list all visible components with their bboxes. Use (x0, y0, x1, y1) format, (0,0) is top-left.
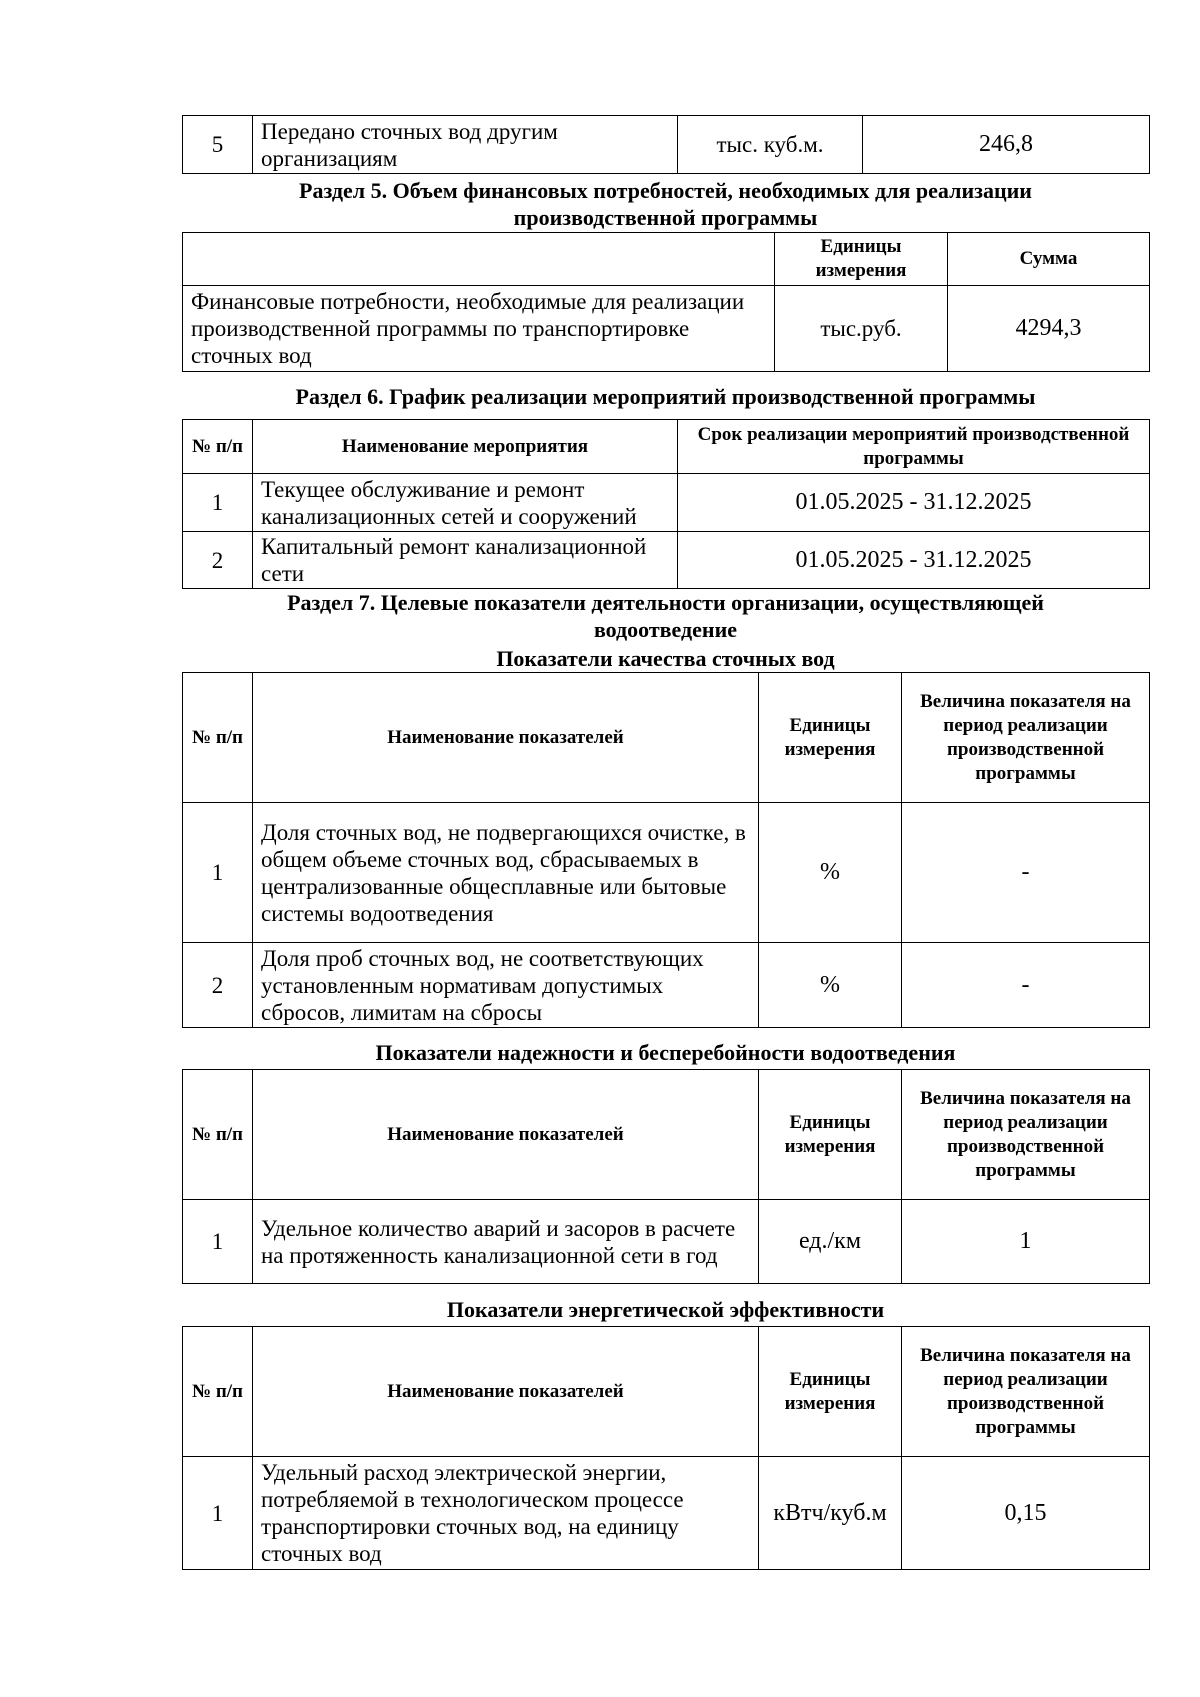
header-blank (183, 233, 775, 286)
row-name: Доля проб сточных вод, не соответствующих установленным нормативам допустимых сбросов, лимитам на сбросы (253, 943, 759, 1028)
table-header-row (183, 1070, 1150, 1200)
header-value: Величина показателя на период реализации производственной программы (902, 1327, 1150, 1457)
header-unit: Единицы измерения (759, 1327, 902, 1457)
header-unit: Единицы измерения (759, 1070, 902, 1200)
section7-title-line2: водоотведение (593, 617, 738, 642)
row-unit: кВтч/куб.м (759, 1457, 902, 1570)
row-unit: тыс.руб. (775, 286, 948, 372)
quality-subtitle: Показатели качества сточных вод (496, 646, 835, 671)
table-row (183, 286, 1150, 372)
header-period: Срок реализации мероприятий производственной программы (678, 420, 1150, 474)
quality-indicators-table (182, 672, 1150, 1028)
table-row (183, 116, 1150, 174)
row-period: 01.05.2025 - 31.12.2025 (678, 474, 1150, 532)
header-name: Наименование мероприятия (253, 420, 678, 474)
header-name: Наименование показателей (253, 673, 759, 803)
table-header-row (183, 673, 1150, 803)
schedule-table (182, 419, 1150, 589)
row-number: 2 (183, 532, 253, 589)
header-value: Величина показателя на период реализации производственной программы (902, 673, 1150, 803)
table-row (183, 474, 1150, 532)
section5-title-line2: производственной программы (513, 205, 818, 230)
row-number: 1 (183, 474, 253, 532)
row-unit: тыс. куб.м. (678, 116, 863, 174)
header-number: № п/п (183, 1327, 253, 1457)
header-number: № п/п (183, 420, 253, 474)
table-header-row (183, 233, 1150, 286)
section7-title (182, 589, 1149, 643)
row-number: 1 (183, 803, 253, 943)
section5-title (182, 177, 1149, 231)
row-name: Удельный расход электрической энергии, потребляемой в технологическом процессе транспортировки сточных вод, на единицу сточных вод (253, 1457, 759, 1570)
section6-title: Раздел 6. График реализации мероприятий производственной программы (295, 384, 1036, 409)
row-value: 4294,3 (948, 286, 1150, 372)
table-row (183, 1200, 1150, 1284)
section7-title-line1: Раздел 7. Целевые показатели деятельности организации, осуществляющей (287, 590, 1044, 615)
row-value: 246,8 (863, 116, 1150, 174)
row-name: Текущее обслуживание и ремонт канализационных сетей и сооружений (253, 474, 678, 532)
row-number: 1 (183, 1457, 253, 1570)
reliability-indicators-table (182, 1069, 1150, 1284)
row-unit: % (759, 803, 902, 943)
table-row (183, 1457, 1150, 1570)
wastewater-volume-table (182, 115, 1150, 174)
header-name: Наименование показателей (253, 1070, 759, 1200)
financial-needs-table (182, 232, 1150, 372)
header-number: № п/п (183, 673, 253, 803)
row-period: 01.05.2025 - 31.12.2025 (678, 532, 1150, 589)
table-header-row (183, 420, 1150, 474)
row-unit: ед./км (759, 1200, 902, 1284)
table-row (183, 803, 1150, 943)
section5-title-line1: Раздел 5. Объем финансовых потребностей, необходимых для реализации (299, 178, 1032, 203)
row-name: Удельное количество аварий и засоров в расчете на протяженность канализационной сети в год (253, 1200, 759, 1284)
row-name: Капитальный ремонт канализационной сети (253, 532, 678, 589)
reliability-subtitle: Показатели надежности и бесперебойности водоотведения (375, 1040, 956, 1065)
table-row (183, 532, 1150, 589)
header-unit: Единицы измерения (775, 233, 948, 286)
row-name: Передано сточных вод другим организациям (253, 116, 678, 174)
row-value: 1 (902, 1200, 1150, 1284)
row-number: 5 (183, 116, 253, 174)
header-name: Наименование показателей (253, 1327, 759, 1457)
header-unit: Единицы измерения (759, 673, 902, 803)
row-name: Финансовые потребности, необходимые для реализации производственной программы по транспортировке сточных вод (183, 286, 775, 372)
row-unit: % (759, 943, 902, 1028)
energy-indicators-table (182, 1326, 1150, 1570)
header-value: Величина показателя на период реализации производственной программы (902, 1070, 1150, 1200)
row-value: 0,15 (902, 1457, 1150, 1570)
row-number: 1 (183, 1200, 253, 1284)
header-number: № п/п (183, 1070, 253, 1200)
row-number: 2 (183, 943, 253, 1028)
row-name: Доля сточных вод, не подвергающихся очистке, в общем объеме сточных вод, сбрасываемых в централизованные общесплавные или бытовые системы водоотведения (253, 803, 759, 943)
table-row (183, 943, 1150, 1028)
row-value: - (902, 943, 1150, 1028)
header-sum: Сумма (948, 233, 1150, 286)
energy-subtitle: Показатели энергетической эффективности (446, 1297, 885, 1322)
table-header-row (183, 1327, 1150, 1457)
row-value: - (902, 803, 1150, 943)
